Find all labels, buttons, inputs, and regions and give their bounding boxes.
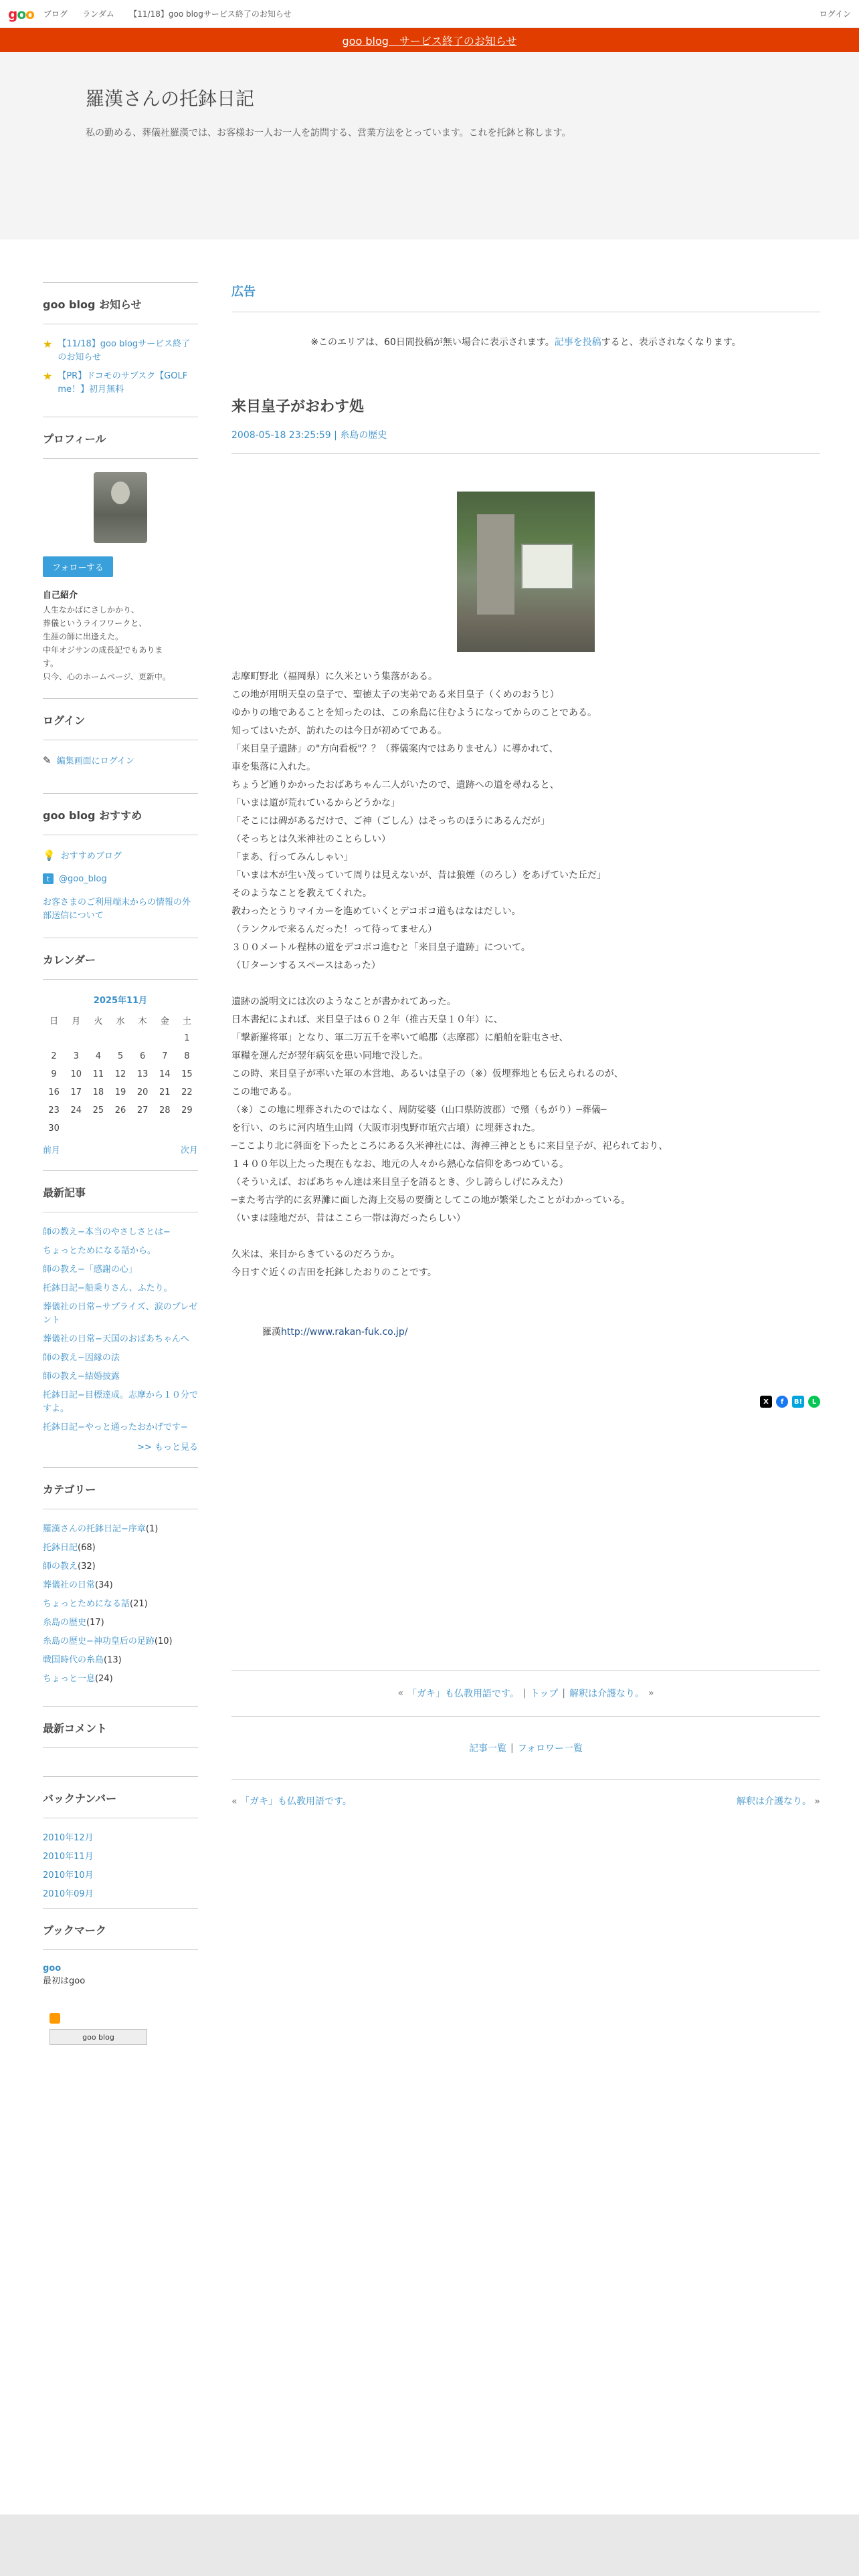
post-photo <box>457 492 595 652</box>
calendar-day: 16 <box>48 1087 60 1097</box>
bookmark-heading: ブックマーク <box>43 1922 198 1950</box>
rss-icon[interactable] <box>50 2013 60 2024</box>
recent-post-link[interactable]: 師の教え−因縁の法 <box>43 1353 120 1363</box>
calendar-week <box>43 1083 198 1101</box>
calendar-day: 25 <box>92 1105 104 1115</box>
rakan-label: 羅漢 <box>262 1327 281 1337</box>
pager-separator: | <box>522 1688 527 1699</box>
pager-prev-link[interactable]: 「ガキ」も仏教用語です。 <box>407 1689 519 1699</box>
category-count: (10) <box>154 1636 173 1646</box>
post-body-line: 車を集落に入れた。 <box>231 762 316 772</box>
post-body-line: ゆかりの地であることを知ったのは、この糸島に住むようになってからのことである。 <box>231 708 597 718</box>
facebook-share-icon[interactable]: f <box>776 1396 788 1408</box>
recent-post-item <box>43 1245 198 1258</box>
recent-post-link[interactable]: 師の教え−本当のやさしさとは− <box>43 1227 171 1237</box>
recommend-heading: goo blog おすすめ <box>43 807 198 835</box>
post-body-line: （※）この地に埋葬されたのではなく、周防娑婆（山口県防波郡）で殯（もがり）─葬儀─ <box>231 1105 607 1115</box>
post-body-line: １４００年以上たった現在もなお、地元の人々から熱心な信仰をあつめている。 <box>231 1159 569 1170</box>
intro-heading: 自己紹介 <box>43 591 78 601</box>
calendar-month: 2025年11月 <box>93 996 148 1006</box>
external-info-link[interactable]: お客さまのご利用端末からの情報の外部送信について <box>43 897 191 921</box>
goo-logo[interactable]: goo <box>8 5 34 22</box>
calendar-day: 24 <box>70 1105 82 1115</box>
calendar-day <box>176 1119 198 1138</box>
post-body-line: 志摩町野北（福岡県）に久米という集落がある。 <box>231 671 438 682</box>
login-section <box>43 698 198 793</box>
news-link[interactable]: 【11/18】goo blogサービス終了のお知らせ <box>58 339 191 362</box>
intro-line: 中年オジサンの成長記でもありま <box>43 645 163 655</box>
post-body <box>231 668 820 1282</box>
bookmark-section <box>43 1908 198 2060</box>
category-count: (1) <box>145 1524 159 1534</box>
post-title[interactable]: 来目皇子がおわす処 <box>231 399 365 415</box>
stone-monument <box>477 514 514 615</box>
prev-post <box>231 1794 352 1808</box>
recent-post-item <box>43 1282 198 1295</box>
category-link[interactable]: ちょっとためになる話 <box>43 1599 130 1609</box>
post-body-line: ─また考古学的に玄界灘に面した海上交易の要衝としてこの地が繁栄したことがわかっている。 <box>231 1195 631 1206</box>
news-heading: goo blog お知らせ <box>43 296 198 324</box>
backnumber-link[interactable]: 2010年09月 <box>43 1889 94 1899</box>
post-body-line: 「撃新羅将軍」となり、軍二万五千を率いて嶋郡（志摩郡）に船舶を駐屯させ、 <box>231 1033 569 1043</box>
calendar-day <box>65 1029 87 1047</box>
backnumber-item <box>43 1888 198 1901</box>
goo-blog-twitter-link[interactable]: @goo_blog <box>59 873 107 884</box>
post-body-line: この地が用明天皇の皇子で、聖徳太子の実弟である来目皇子（くめのおうじ） <box>231 689 559 700</box>
category-count: (13) <box>104 1655 122 1665</box>
intro-line: 只今、心のホームページ、更新中。 <box>43 672 171 681</box>
calendar-day <box>109 1029 131 1047</box>
service-end-link[interactable]: goo blog サービス終了のお知らせ <box>342 34 517 47</box>
backnumber-item <box>43 1869 198 1883</box>
calendar-day: 20 <box>136 1087 149 1097</box>
calendar-day: 10 <box>70 1069 82 1079</box>
meta-separator: | <box>330 430 341 441</box>
calendar-day: 13 <box>136 1069 149 1079</box>
ad-note-text: ※このエリアは、60日間投稿が無い場合に表示されます。 <box>310 337 555 348</box>
calendar-day: 30 <box>48 1123 60 1134</box>
category-item <box>43 1523 198 1536</box>
backnumber-heading: バックナンバー <box>43 1790 198 1818</box>
calendar-heading: カレンダー <box>43 952 198 980</box>
top-nav-notice[interactable]: 【11/18】goo blogサービス終了のお知らせ <box>129 9 292 19</box>
news-link[interactable]: 【PR】ドコモのサブスク【GOLF me！】初月無料 <box>58 371 188 395</box>
calendar-day <box>65 1119 87 1138</box>
calendar-table <box>43 1011 198 1138</box>
post-body-line: この時、来目皇子が率いた軍の本営地、あるいは皇子の（※）仮埋葬地とも伝えられるのが、 <box>231 1069 624 1079</box>
blog-description: 私の勤める、葬儀社羅漢では、お客様お一人お一人を訪問する、営業方法をとっています。これを托鉢と称します。 <box>86 128 571 138</box>
recent-post-link[interactable]: 葬儀社の日常−天国のおばあちゃんへ <box>43 1334 189 1344</box>
calendar-day: 12 <box>114 1069 126 1079</box>
category-link[interactable]: 托鉢日記 <box>43 1543 78 1553</box>
calendar-day: 9 <box>51 1069 57 1079</box>
post-body-line: ３００メートル程林の道をデコボコ進むと「来目皇子遺跡」について。 <box>231 942 531 953</box>
more-posts-link[interactable]: >> もっと見る <box>137 1442 198 1453</box>
calendar-day: 19 <box>114 1087 126 1097</box>
category-heading: カテゴリー <box>43 1481 198 1509</box>
category-item <box>43 1616 198 1630</box>
login-heading: ログイン <box>43 712 198 740</box>
recent-post-item <box>43 1333 198 1346</box>
post-body-line: （Ｕターンするスペースはあった） <box>231 960 381 971</box>
next-mark: » <box>648 1688 654 1699</box>
post-body-line: 久米は、来目からきているのだろうか。 <box>231 1249 400 1260</box>
calendar-section <box>43 938 198 1170</box>
calendar-day: 5 <box>117 1051 124 1061</box>
post-meta <box>231 428 820 454</box>
backnumber-item <box>43 1832 198 1845</box>
hatena-bookmark-icon[interactable]: B! <box>792 1396 804 1408</box>
line-share-icon[interactable]: L <box>808 1396 820 1408</box>
recommend-blog-link[interactable]: おすすめブログ <box>60 851 122 861</box>
post-body-line: （いまは陸地だが、昔はここら一帯は海だったらしい） <box>231 1213 466 1224</box>
recent-post-link[interactable]: 葬儀社の日常−サプライズ、涙のプレゼント <box>43 1302 198 1325</box>
intro-line: す。 <box>43 659 59 668</box>
recent-post-item <box>43 1301 198 1327</box>
calendar-week <box>43 1065 198 1083</box>
calendar-day: 22 <box>181 1087 193 1097</box>
bookmark-desc: 最初はgoo <box>43 1976 86 1986</box>
list-separator: | <box>510 1742 514 1753</box>
calendar-day: 26 <box>114 1105 126 1115</box>
recent-post-link[interactable]: 托鉢日記−やっと通ったおかげです− <box>43 1422 188 1432</box>
post-body-line: 今日すぐ近くの吉田を托鉢したおりのことです。 <box>231 1267 437 1278</box>
post-category-link[interactable]: 糸島の歴史 <box>340 430 387 441</box>
top-nav-blog[interactable]: ブログ <box>43 9 68 19</box>
calendar-weekday: 火 <box>94 1016 103 1027</box>
post-body-line: （そっちとは久米神社のことらしい） <box>231 834 391 845</box>
follower-list-link[interactable]: フォロワー一覧 <box>517 1743 583 1754</box>
backnumber-link[interactable]: 2010年10月 <box>43 1870 94 1881</box>
post-body-line: 「来目皇子遺跡」の"方向看板"？？（葬儀案内ではありません）に導かれて、 <box>231 744 559 754</box>
category-count: (17) <box>86 1618 104 1628</box>
prev-post-link[interactable]: 「ガキ」も仏教用語です。 <box>240 1796 352 1807</box>
calendar-weekday: 日 <box>50 1016 59 1027</box>
next-post <box>737 1794 820 1808</box>
recent-post-item <box>43 1421 198 1434</box>
category-link[interactable]: 糸島の歴史−神功皇后の足跡 <box>43 1636 155 1646</box>
prev-mark: « <box>231 1796 237 1807</box>
star-icon: ★ <box>43 338 53 350</box>
calendar-next-month[interactable]: 次月 <box>180 1146 198 1156</box>
calendar-day <box>132 1029 154 1047</box>
category-count: (34) <box>95 1580 113 1590</box>
calendar-day: 11 <box>92 1069 104 1079</box>
category-link[interactable]: ちょっと一息 <box>43 1674 96 1684</box>
recent-post-link[interactable]: 師の教え−結婚披露 <box>43 1372 120 1382</box>
calendar-weekday: 月 <box>72 1016 81 1027</box>
next-mark: » <box>814 1796 820 1807</box>
profile-heading: プロフィール <box>43 431 198 459</box>
post-body-line: 軍糧を運んだが翌年病気を患い同地で没した。 <box>231 1051 428 1061</box>
bookmark-link[interactable]: goo <box>43 1963 62 1973</box>
backnumber-link[interactable]: 2010年12月 <box>43 1833 94 1843</box>
post-body-line: 「そこには碑があるだけで、ご神（ごしん）はそっちのほうにあるんだが」 <box>231 816 550 827</box>
post-body-line: ─ここより北に斜面を下ったところにある久米神社には、海神三神とともに来目皇子が、祀られており、 <box>231 1141 668 1152</box>
recent-comments-section <box>43 1706 198 1776</box>
calendar-day: 21 <box>159 1087 171 1097</box>
calendar-day <box>154 1029 176 1047</box>
calendar-week <box>43 1029 198 1047</box>
calendar-day: 1 <box>184 1033 190 1043</box>
category-item <box>43 1541 198 1555</box>
pager-separator: | <box>562 1688 565 1699</box>
twitter-icon: t <box>43 873 54 884</box>
post-body-line: を行い、のちに河内埴生山岡（大阪市羽曳野市埴穴古墳）に埋葬された。 <box>231 1123 541 1134</box>
pencil-icon: ✎ <box>43 754 52 766</box>
calendar-weekday: 水 <box>116 1016 125 1027</box>
recent-posts-heading: 最新記事 <box>43 1184 198 1212</box>
post-body-line: （そういえば、おばあちゃん達は来目皇子を語るとき、少し誇らしげにみえた） <box>231 1177 569 1188</box>
backnumber-item <box>43 1850 198 1864</box>
calendar-day: 7 <box>162 1051 168 1061</box>
post-body-line: そのようなことを教えてくれた。 <box>231 888 372 899</box>
recent-post-item <box>43 1263 198 1277</box>
post-body-line <box>231 975 820 993</box>
news-section <box>43 282 198 417</box>
recent-post-item <box>43 1352 198 1365</box>
recent-post-item <box>43 1370 198 1384</box>
ad-note-text: すると、表示されなくなります。 <box>601 337 741 348</box>
post-body-line: 遺跡の説明文には次のようなことが書かれてあった。 <box>231 996 456 1007</box>
news-item <box>43 338 198 364</box>
calendar-day <box>109 1119 131 1138</box>
category-link[interactable]: 葬儀社の日常 <box>43 1580 96 1590</box>
calendar-day: 15 <box>181 1069 193 1079</box>
post-body-line <box>231 1228 820 1246</box>
intro-line: 人生なかばにさしかかり、 <box>43 605 140 615</box>
ad-note <box>231 335 820 348</box>
backnumber-list <box>43 1832 198 1899</box>
calendar-day: 27 <box>136 1105 149 1115</box>
post-pager <box>231 1670 820 1717</box>
category-item <box>43 1673 198 1686</box>
pager-next-link[interactable]: 解釈は介護なり。 <box>569 1689 644 1699</box>
star-icon: ★ <box>43 370 53 383</box>
x-share-icon[interactable]: X <box>760 1396 772 1408</box>
goo-blog-badge[interactable]: goo blog <box>50 2029 147 2045</box>
calendar-day: 2 <box>51 1051 57 1061</box>
avatar <box>94 472 147 543</box>
category-link[interactable]: 糸島の歴史 <box>43 1618 87 1628</box>
post-body-line: この地である。 <box>231 1087 297 1097</box>
profile-section <box>43 417 198 698</box>
calendar-day: 14 <box>159 1069 171 1079</box>
category-link[interactable]: 羅漢さんの托鉢日記−序章 <box>43 1524 146 1534</box>
intro-text <box>43 603 198 683</box>
post-body-line: 教わったとうりマイカーを進めていくとデコボコ道もはなはだしい。 <box>231 906 521 917</box>
lightbulb-icon: 💡 <box>43 849 56 861</box>
recent-post-link[interactable]: 托鉢日記−船乗りさん、ふたり。 <box>43 1283 173 1293</box>
category-count: (68) <box>78 1543 96 1553</box>
recent-post-link[interactable]: 托鉢日記−目標達成。志摩から１０分ですよ。 <box>43 1390 198 1414</box>
blog-title[interactable]: 羅漢さんの托鉢日記 <box>86 88 255 110</box>
post-body-line: 「いまは木が生い茂っていて周りは見えないが、昔は狼煙（のろし）をあげていた丘だ」 <box>231 870 606 881</box>
calendar-day: 6 <box>139 1051 146 1061</box>
post-body-line: 「まあ、行ってみんしゃい」 <box>231 852 353 863</box>
rakan-link-line <box>262 1325 820 1338</box>
calendar-day: 18 <box>92 1087 104 1097</box>
page-footer <box>0 2514 859 2576</box>
news-item <box>43 370 198 397</box>
post-body-line: 日本書紀によれば、来目皇子は６０２年（推古天皇１０年）に、 <box>231 1014 503 1025</box>
recent-post-item <box>43 1226 198 1239</box>
calendar-day <box>87 1119 109 1138</box>
category-count: (32) <box>78 1562 96 1572</box>
calendar-week <box>43 1119 198 1138</box>
backnumber-section <box>43 1776 198 1908</box>
post-body-line: ちょうど通りかかったおばあちゃん二人がいたので、遺跡への道を尋ねると、 <box>231 780 559 790</box>
main-content <box>231 282 820 2060</box>
recent-comments-heading: 最新コメント <box>43 1720 198 1748</box>
edit-login-link[interactable]: 編集画面にログイン <box>56 756 134 766</box>
recent-posts-section <box>43 1170 198 1467</box>
calendar-week <box>43 1101 198 1119</box>
recent-post-link[interactable]: ちょっとためになる話から。 <box>43 1246 157 1256</box>
service-end-banner <box>0 28 859 52</box>
calendar-weekday: 木 <box>138 1016 147 1027</box>
category-item <box>43 1654 198 1667</box>
recent-post-link[interactable]: 師の教え−「感謝の心」 <box>43 1265 137 1275</box>
calendar-day: 4 <box>95 1051 101 1061</box>
calendar-day: 8 <box>184 1051 190 1061</box>
intro-line: 葬儀というライフワークと、 <box>43 619 147 628</box>
login-link[interactable]: ログイン <box>819 9 851 19</box>
rakan-url-link[interactable]: http://www.rakan-fuk.co.jp/ <box>281 1327 408 1337</box>
next-post-link[interactable]: 解釈は介護なり。 <box>736 1796 812 1807</box>
article-list-link[interactable]: 記事一覧 <box>468 1743 506 1754</box>
calendar-day: 28 <box>159 1105 171 1115</box>
category-count: (24) <box>95 1674 113 1684</box>
calendar-day <box>87 1029 109 1047</box>
category-link[interactable]: 師の教え <box>43 1562 78 1572</box>
prev-next-nav <box>231 1780 820 1808</box>
info-sign <box>521 544 573 589</box>
list-links <box>231 1717 820 1780</box>
post-body-line: 知ってはいたが、訪れたのは今日が初めてである。 <box>231 726 447 736</box>
category-item <box>43 1635 198 1648</box>
category-link[interactable]: 戦国時代の糸島 <box>43 1655 104 1665</box>
calendar-day: 29 <box>181 1105 193 1115</box>
top-bar <box>0 0 859 28</box>
recent-posts-list <box>43 1226 198 1434</box>
calendar-weekday: 金 <box>160 1016 169 1027</box>
pager-top-link[interactable]: トップ <box>530 1689 559 1699</box>
calendar-day: 17 <box>70 1087 82 1097</box>
top-nav-random[interactable]: ランダム <box>82 9 114 19</box>
calendar-day <box>132 1119 154 1138</box>
recent-post-item <box>43 1389 198 1416</box>
post-article-link[interactable]: 記事を投稿 <box>554 337 601 348</box>
top-nav <box>43 8 304 19</box>
calendar-week <box>43 1047 198 1065</box>
category-item <box>43 1598 198 1611</box>
ad-heading: 広告 <box>231 282 820 312</box>
prev-mark: « <box>397 1688 404 1699</box>
category-item <box>43 1560 198 1574</box>
category-section <box>43 1467 198 1706</box>
calendar-day: 3 <box>73 1051 79 1061</box>
recommend-section <box>43 793 198 938</box>
calendar-prev-month[interactable]: 前月 <box>43 1146 61 1156</box>
post-date: 2008-05-18 23:25:59 <box>231 430 331 441</box>
post-body-line: 「いまは道が荒れているからどうかな」 <box>231 798 400 809</box>
calendar-day <box>43 1029 65 1047</box>
calendar-day <box>154 1119 176 1138</box>
calendar-day: 23 <box>48 1105 60 1115</box>
post-body-line: （ランクルで来るんだった！って待ってません） <box>231 924 438 935</box>
category-item <box>43 1579 198 1592</box>
share-buttons <box>231 1396 820 1408</box>
sidebar <box>43 282 198 2060</box>
calendar-weekday: 土 <box>182 1016 191 1027</box>
blog-header <box>0 52 859 239</box>
intro-line: 生涯の師に出逢えた。 <box>43 632 124 641</box>
category-count: (21) <box>130 1599 148 1609</box>
follow-button[interactable]: フォローする <box>43 556 113 577</box>
backnumber-link[interactable]: 2010年11月 <box>43 1852 94 1862</box>
category-list <box>43 1523 198 1686</box>
